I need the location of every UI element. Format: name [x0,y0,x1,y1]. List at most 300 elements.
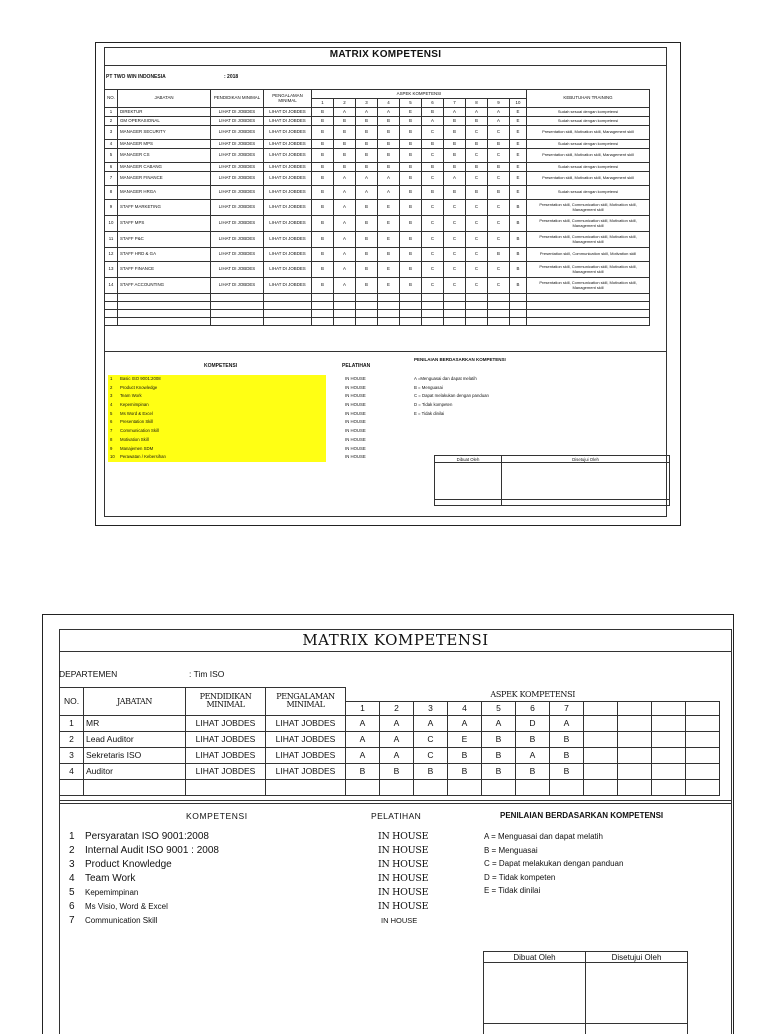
empty-cell [186,779,266,795]
kompetensi-label: Basic ISO 9001:2008 [120,375,161,384]
list-item [67,844,327,858]
aspek-score: B [312,278,334,294]
header-pengalaman: PENGALAMAN MINIMAL [266,688,346,716]
penilaian-list [414,375,489,418]
kompetensi-label: Presentation Skill [120,418,153,427]
aspek-score: B [378,126,400,140]
empty-cell [400,310,422,318]
header-aspek: ASPEK KOMPETENSI [312,90,527,99]
pelatihan-value: IN HOUSE [345,453,366,462]
signature-table [434,455,670,506]
sheet-title: MATRIX KOMPETENSI [59,631,732,649]
empty-cell [356,318,378,326]
sheet-matrix-2018 [95,42,681,526]
empty-cell [510,302,527,310]
aspek-score: B [356,278,378,294]
empty-cell [264,310,312,318]
pelatihan-value: IN HOUSE [378,872,428,886]
penilaian-heading: PENILAIAN BERDASARKAN KOMPETENSI [414,357,506,362]
aspek-score [686,715,720,731]
empty-cell [378,318,400,326]
list-item [108,418,326,427]
aspek-score: E [510,172,527,186]
aspek-score: E [378,200,400,216]
aspek-score [686,747,720,763]
empty-cell [400,294,422,302]
table-row [105,200,650,216]
aspek-score [618,747,652,763]
aspek-score [618,763,652,779]
aspek-score: B [550,731,584,747]
row-kebutuhan: Presentation skill, Communication skill, Motivation skill, Management skill [527,216,650,232]
row-jabatan: MANAGER CS [118,149,211,163]
row-kebutuhan: Sudah sesuai dengan kompetensi [527,117,650,126]
kompetensi-no: 8 [110,436,112,445]
aspek-score: C [444,278,466,294]
aspek-score: B [356,117,378,126]
made-by-name-box [484,1024,586,1034]
aspek-score: B [400,140,422,149]
empty-cell [264,294,312,302]
row-pendidikan: LIHAT JOBDES [186,731,266,747]
empty-cell [400,302,422,310]
empty-cell [422,302,444,310]
empty-cell [380,779,414,795]
aspek-score: B [444,117,466,126]
row-pengalaman: LIHAT JOBDES [266,715,346,731]
aspek-score: A [334,186,356,200]
aspek-score: A [378,172,400,186]
aspek-score: A [488,117,510,126]
aspek-score: A [550,715,584,731]
table-header-row [105,90,650,99]
kompetensi-list [67,830,327,928]
aspek-score: B [400,149,422,163]
row-pengalaman: LIHAT JOBDES [266,731,346,747]
aspek-score: C [488,262,510,278]
row-pendidikan: LIHAT DI JOBDES [211,248,264,262]
empty-cell [378,310,400,318]
aspek-score: A [346,747,380,763]
penilaian-item: A = Menguasai dan dapat melatih [484,830,623,844]
empty-cell [516,779,550,795]
aspek-score: B [466,163,488,172]
aspek-score: B [422,140,444,149]
aspek-score [652,763,686,779]
row-pengalaman: LIHAT DI JOBDES [264,149,312,163]
aspek-score [618,715,652,731]
kompetensi-no: 10 [110,453,115,462]
row-kebutuhan: Presentation skill, Motivation skill, Management skill [527,172,650,186]
penilaian-item: E = Tidak dinilai [414,410,489,419]
row-pengalaman: LIHAT DI JOBDES [264,108,312,117]
row-jabatan: STAFF MPS [118,216,211,232]
row-pengalaman: LIHAT DI JOBDES [264,216,312,232]
list-item [108,436,326,445]
aspek-score: B [334,163,356,172]
kompetensi-label: Kepemimpinan [120,401,149,410]
aspek-score: B [312,117,334,126]
aspek-number: 2 [380,701,414,715]
table-row [105,126,650,140]
empty-cell [264,302,312,310]
aspek-score: B [400,200,422,216]
row-kebutuhan: Presentation skill, Motivation skill, Management skill [527,126,650,140]
row-pendidikan: LIHAT DI JOBDES [211,262,264,278]
table-row [105,172,650,186]
aspek-score: C [466,172,488,186]
aspek-score: A [516,747,550,763]
row-jabatan: MR [84,715,186,731]
row-jabatan: STAFF ACCOUNTING [118,278,211,294]
list-item [108,375,326,384]
row-jabatan: Auditor [84,763,186,779]
empty-cell [422,318,444,326]
kompetensi-no: 2 [110,384,112,393]
aspek-score: A [334,232,356,248]
row-pengalaman: LIHAT DI JOBDES [264,232,312,248]
aspek-score: B [356,232,378,248]
aspek-score [686,763,720,779]
empty-row [105,302,650,310]
pelatihan-heading: PELATIHAN [342,363,370,369]
made-by-name-box [435,500,502,506]
aspek-score: B [312,126,334,140]
row-no: 14 [105,278,118,294]
row-pengalaman: LIHAT DI JOBDES [264,126,312,140]
made-by-signature-box [484,963,586,1024]
empty-cell [488,310,510,318]
row-pengalaman: LIHAT DI JOBDES [264,140,312,149]
list-item [67,858,327,872]
empty-cell [105,302,118,310]
empty-cell [550,779,584,795]
table-row [105,108,650,117]
aspek-score: B [422,186,444,200]
empty-cell [334,310,356,318]
aspek-score: C [422,216,444,232]
aspek-score: B [312,186,334,200]
aspek-score: B [334,149,356,163]
aspek-score [584,731,618,747]
pelatihan-value: IN HOUSE [378,886,428,900]
row-pendidikan: LIHAT JOBDES [186,715,266,731]
empty-cell [378,302,400,310]
section-divider [104,351,667,352]
aspek-score: A [380,731,414,747]
aspek-score: E [510,149,527,163]
aspek-score: C [466,232,488,248]
aspek-score: B [356,200,378,216]
approved-by-name-box [586,1024,688,1034]
kompetensi-list [108,375,326,462]
kompetensi-no: 3 [110,392,112,401]
header-no: NO. [60,688,84,716]
pelatihan-value: IN HOUSE [345,392,366,401]
pelatihan-value: IN HOUSE [378,914,428,928]
aspek-score: B [448,763,482,779]
empty-cell [211,310,264,318]
aspek-score: B [334,117,356,126]
row-kebutuhan: Presentation skill, Communication skill, Motivation skill, Management skill [527,262,650,278]
empty-cell [488,302,510,310]
aspek-score: B [312,140,334,149]
kompetensi-label: Team Work [85,872,135,886]
pelatihan-value: IN HOUSE [345,401,366,410]
aspek-score: E [510,117,527,126]
empty-cell [422,294,444,302]
pelatihan-value: IN HOUSE [345,384,366,393]
aspek-score: B [400,262,422,278]
aspek-score: C [422,172,444,186]
empty-cell [448,779,482,795]
table-row [105,163,650,172]
signature-table [483,951,688,1034]
aspek-score: C [422,278,444,294]
aspek-score: A [414,715,448,731]
row-pendidikan: LIHAT DI JOBDES [211,108,264,117]
aspek-score: E [510,186,527,200]
aspek-number: 9 [488,99,510,108]
row-kebutuhan: Sudah sesuai dengan kompetensi [527,186,650,200]
aspek-score: B [400,232,422,248]
aspek-score: B [510,200,527,216]
kompetensi-label: Motivation Skill [120,436,149,445]
table-row [105,117,650,126]
empty-cell [266,779,346,795]
table-row [105,140,650,149]
aspek-score: B [356,248,378,262]
aspek-score: B [444,186,466,200]
aspek-score: B [516,731,550,747]
aspek-score: B [466,140,488,149]
aspek-score: B [550,747,584,763]
aspek-score: B [444,149,466,163]
empty-cell [312,310,334,318]
aspek-score: B [466,117,488,126]
aspek-score: B [422,108,444,117]
empty-cell [118,302,211,310]
penilaian-item: C = Dapat melakukan dengan panduan [484,857,623,871]
aspek-score: A [334,200,356,216]
title-divider [59,651,732,652]
aspek-number: 7 [550,701,584,715]
aspek-score: A [448,715,482,731]
kompetensi-no: 9 [110,445,112,454]
row-pendidikan: LIHAT DI JOBDES [211,140,264,149]
empty-cell [466,318,488,326]
row-pendidikan: LIHAT JOBDES [186,763,266,779]
aspek-number: 6 [516,701,550,715]
empty-row [105,310,650,318]
section-divider [59,803,732,804]
row-pengalaman: LIHAT DI JOBDES [264,200,312,216]
row-pendidikan: LIHAT DI JOBDES [211,163,264,172]
department-label: DEPARTEMEN [59,669,117,679]
empty-cell [356,294,378,302]
row-kebutuhan: Presentation skill, Communication skill, Motivation skill, Management skill [527,232,650,248]
aspek-number: 1 [346,701,380,715]
aspek-score: B [448,747,482,763]
kompetensi-no: 1 [110,375,112,384]
aspek-score: B [444,140,466,149]
aspek-score: E [378,262,400,278]
row-jabatan: MANAGER CABANG [118,163,211,172]
made-by-signature-box [435,463,502,500]
pelatihan-value: IN HOUSE [378,900,428,914]
aspek-score: C [488,126,510,140]
kompetensi-no: 3 [69,858,75,872]
aspek-score: E [400,108,422,117]
table-row [105,248,650,262]
made-by-label: Dibuat Oleh [435,456,502,463]
aspek-score: B [312,172,334,186]
row-pendidikan: LIHAT DI JOBDES [211,172,264,186]
aspek-score: A [466,108,488,117]
kompetensi-label: Perawatan / Kebersihan [120,453,166,462]
list-item [67,900,327,914]
row-pengalaman: LIHAT DI JOBDES [264,172,312,186]
row-pengalaman: LIHAT JOBDES [266,763,346,779]
aspek-score: B [400,186,422,200]
aspek-score: E [510,163,527,172]
row-kebutuhan: Sudah sesuai dengan kompetensi [527,163,650,172]
list-item [108,410,326,419]
aspek-number: 5 [482,701,516,715]
aspek-score: B [444,163,466,172]
empty-cell [686,779,720,795]
aspek-score: B [400,248,422,262]
row-jabatan: MANAGER HRGA [118,186,211,200]
aspek-score: B [346,763,380,779]
empty-cell [264,318,312,326]
empty-cell [488,318,510,326]
aspek-score [652,731,686,747]
row-pengalaman: LIHAT DI JOBDES [264,262,312,278]
aspek-score: B [510,232,527,248]
row-no: 4 [60,763,84,779]
row-pendidikan: LIHAT DI JOBDES [211,149,264,163]
aspek-score: B [356,126,378,140]
kompetensi-label: Persyaratan ISO 9001:2008 [85,830,209,844]
aspek-score [652,715,686,731]
aspek-score: B [482,747,516,763]
empty-cell [466,302,488,310]
aspek-score: B [356,262,378,278]
aspek-score: B [312,163,334,172]
empty-cell [105,310,118,318]
aspek-score: C [422,262,444,278]
empty-cell [312,294,334,302]
empty-cell [334,294,356,302]
row-kebutuhan: Presentation skill, Communication skill, Motivation skill, Management skill [527,278,650,294]
row-no: 13 [105,262,118,278]
aspek-number: 3 [356,99,378,108]
aspek-score: C [488,200,510,216]
aspek-score: C [488,172,510,186]
approved-by-signature-box [586,963,688,1024]
empty-cell [356,310,378,318]
aspek-number: 2 [334,99,356,108]
row-jabatan: STAFF HRD & GA [118,248,211,262]
row-pendidikan: LIHAT DI JOBDES [211,232,264,248]
table-row [105,262,650,278]
row-pengalaman: LIHAT DI JOBDES [264,186,312,200]
row-kebutuhan: Presentation skill, Motivation skill, Management skill [527,149,650,163]
aspek-number [652,701,686,715]
aspek-score: B [380,763,414,779]
table-row [60,763,720,779]
aspek-score: C [422,248,444,262]
pelatihan-value: IN HOUSE [378,830,428,844]
aspek-score: B [378,163,400,172]
aspek-score: C [414,747,448,763]
empty-cell [466,310,488,318]
row-no: 9 [105,200,118,216]
aspek-number: 1 [312,99,334,108]
aspek-score: B [356,216,378,232]
penilaian-heading: PENILAIAN BERDASARKAN KOMPETENSI [500,811,663,820]
list-item [108,392,326,401]
aspek-score: A [356,186,378,200]
aspek-score: B [334,126,356,140]
empty-cell [334,302,356,310]
pelatihan-value: IN HOUSE [345,445,366,454]
empty-cell [60,779,84,795]
aspek-score: A [444,108,466,117]
kompetensi-label: Communication Skill [120,427,159,436]
empty-cell [444,294,466,302]
pelatihan-list [378,830,428,928]
aspek-score: B [400,278,422,294]
year-label: : 2018 [224,74,238,80]
row-jabatan: STAFF FINANCE [118,262,211,278]
row-kebutuhan: Sudah sesuai dengan kompetensi [527,140,650,149]
empty-cell [584,779,618,795]
empty-cell [211,318,264,326]
penilaian-item: C = Dapat melakukan dengan panduan [414,392,489,401]
kompetensi-label: Kepemimpinan [85,886,138,900]
aspek-score: B [356,140,378,149]
empty-cell [414,779,448,795]
row-no: 4 [105,140,118,149]
aspek-score: B [356,163,378,172]
aspek-score: B [356,149,378,163]
aspek-score: C [422,232,444,248]
competency-matrix-table [104,89,650,326]
title-divider [104,65,667,66]
empty-cell [211,294,264,302]
aspek-score: B [516,763,550,779]
aspek-score: B [312,262,334,278]
penilaian-item: D = Tidak kompeten [414,401,489,410]
aspek-score: E [378,216,400,232]
aspek-score: A [346,715,380,731]
empty-cell [118,294,211,302]
aspek-number [686,701,720,715]
aspek-score: C [466,248,488,262]
aspek-score: E [510,108,527,117]
aspek-score: C [422,149,444,163]
made-by-label: Dibuat Oleh [484,952,586,963]
approved-by-name-box [502,500,670,506]
pelatihan-list [345,375,366,462]
aspek-score: A [488,108,510,117]
aspek-score: C [466,200,488,216]
empty-cell [105,294,118,302]
penilaian-list [484,830,623,898]
aspek-number: 10 [510,99,527,108]
